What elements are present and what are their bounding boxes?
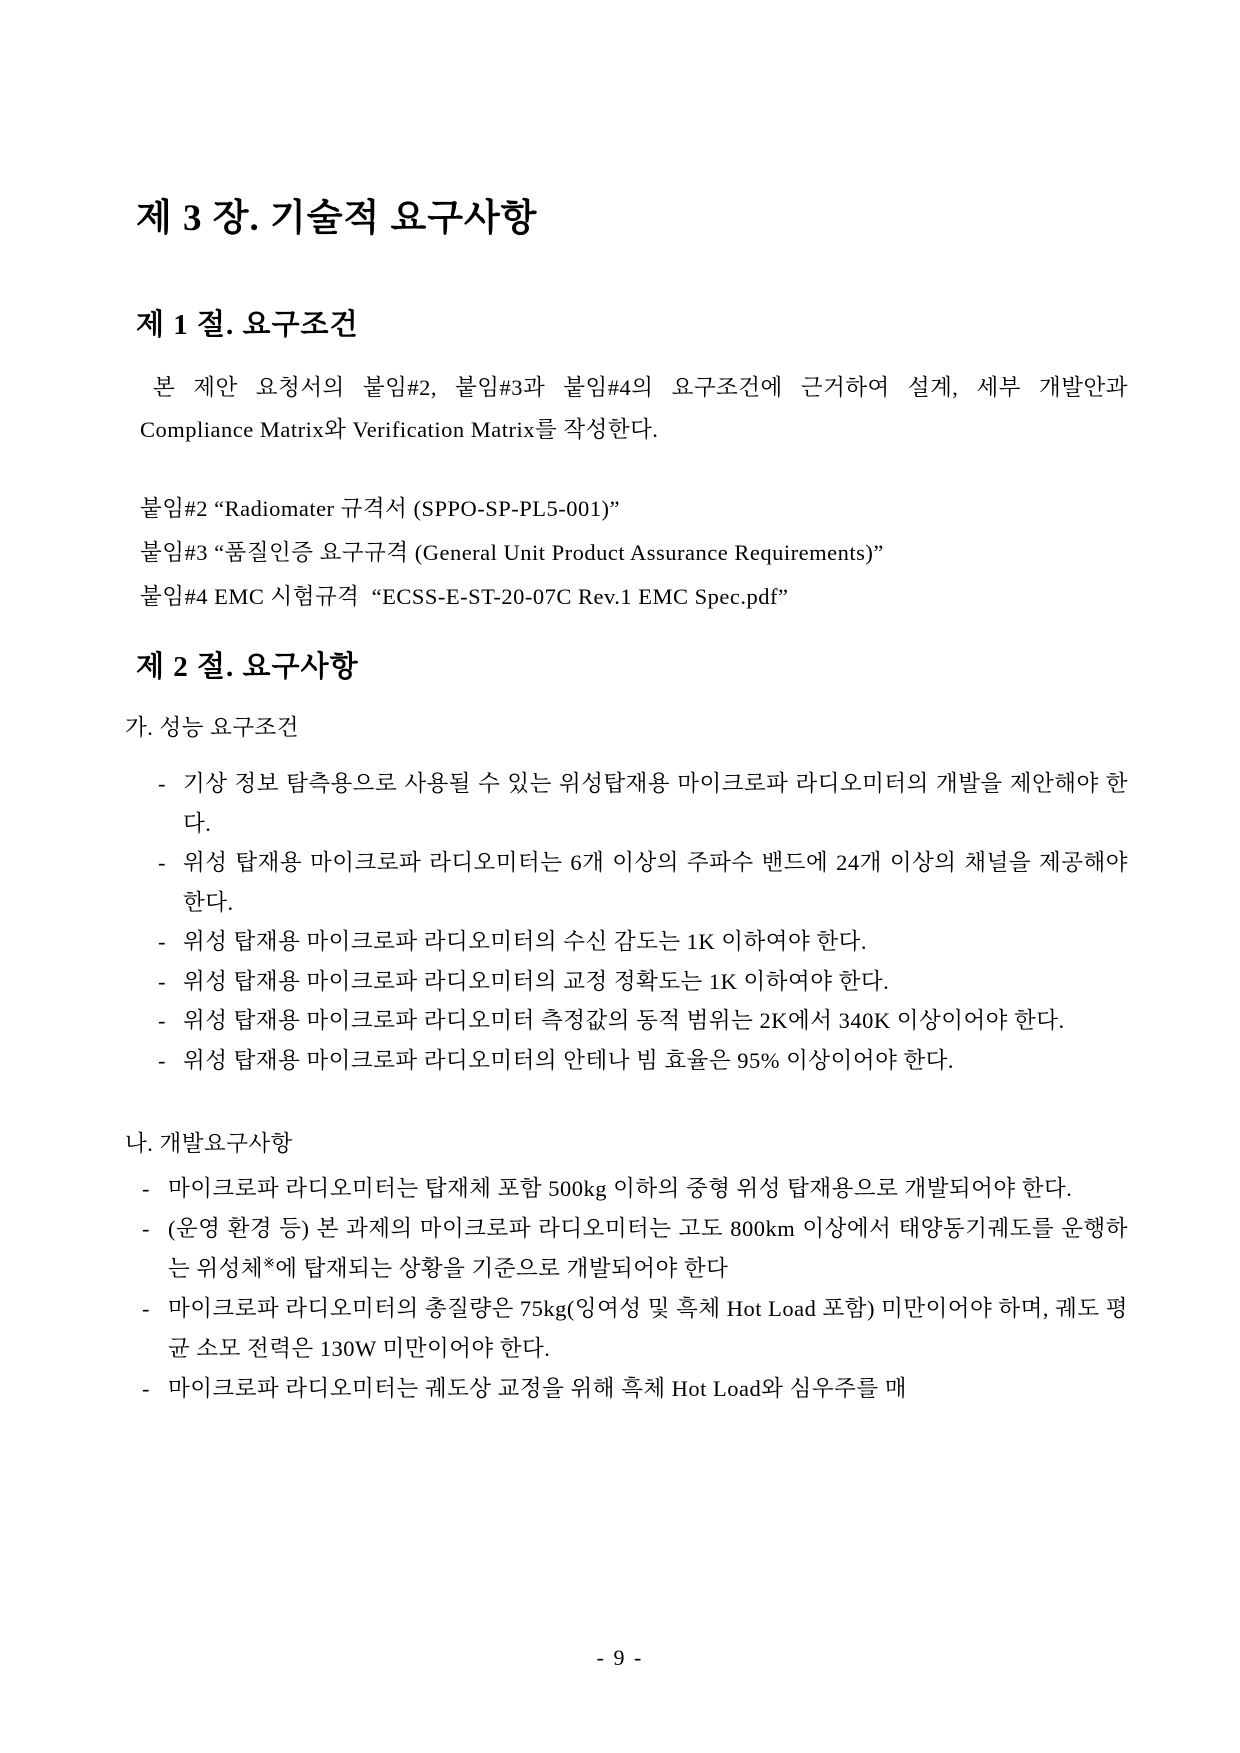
- bullet-marker: -: [158, 929, 166, 954]
- section-2-heading: 제 2 절. 요구사항: [136, 651, 359, 683]
- bullet-marker: -: [142, 1216, 150, 1241]
- requirement-text: 위성 탑재용 마이크로파 라디오미터의 수신 감도는 1K 이하여야 한다.: [183, 929, 867, 954]
- requirement-item: [142, 1289, 1128, 1369]
- requirement-text: 마이크로파 라디오미터는 탑재체 포함 500kg 이하의 중형 위성 탑재용으로 개발되어야 한다.: [168, 1176, 1073, 1201]
- subsection-na-label: 나. 개발요구사항: [125, 1131, 293, 1156]
- bullet-marker: -: [158, 968, 166, 994]
- requirement-item: [158, 764, 1128, 843]
- attachment-list: [0, 487, 1240, 619]
- attachment-line-4: 붙임#4 EMC 시험규격 “ECSS-E-ST-20-07C Rev.1 EMC Spec.pdf”: [140, 584, 789, 609]
- requirement-item: [158, 922, 1128, 962]
- requirement-text: 위성 탑재용 마이크로파 라디오미터의 교정 정확도는 1K 이하여야 한다.: [183, 968, 890, 994]
- chapter-title: 제 3 장. 기술적 요구사항: [136, 198, 538, 239]
- requirement-text: 위성 탑재용 마이크로파 라디오미터의 안테나 빔 효율은 95% 이상이어야 한다.: [183, 1047, 955, 1073]
- requirement-item: [142, 1369, 1128, 1409]
- bullet-marker: -: [158, 850, 166, 875]
- bullet-marker: -: [142, 1376, 150, 1401]
- requirement-text: (운영 환경 등) 본 과제의 마이크로파 라디오미터는 고도 800km 이상에서 태양동기궤도를 운행하는 위성체※에 탑재되는 상황을 기준으로 개발되어야 한다: [168, 1216, 1128, 1281]
- requirement-item: [158, 1041, 1128, 1081]
- bullet-marker: -: [158, 1008, 166, 1033]
- requirement-item: [158, 962, 1128, 1002]
- bullet-marker: -: [158, 1047, 166, 1073]
- requirement-item: [158, 1001, 1128, 1041]
- development-requirements-list: [142, 1169, 1128, 1409]
- performance-requirements-list: [158, 764, 1128, 1080]
- page-number: - 9 -: [596, 1645, 644, 1670]
- attachment-line-3: 붙임#3 “품질인증 요구규격 (General Unit Product Assurance Requirements)”: [140, 540, 884, 565]
- requirement-item: [142, 1209, 1128, 1289]
- bullet-marker: -: [142, 1176, 150, 1201]
- requirement-item: [158, 843, 1128, 922]
- requirement-text: 마이크로파 라디오미터는 궤도상 교정을 위해 흑체 Hot Load와 심우주를 매: [168, 1376, 907, 1401]
- requirement-text: 위성 탑재용 마이크로파 라디오미터는 6개 이상의 주파수 밴드에 24개 이상의 채널을 제공해야 한다.: [183, 850, 1128, 915]
- attachment-line-2: 붙임#2 “Radiomater 규격서 (SPPO-SP-PL5-001)”: [140, 496, 621, 521]
- section-1-paragraph: 본 제안 요청서의 붙임#2, 붙임#3과 붙임#4의 요구조건에 근거하여 설계, 세부 개발안과 Compliance Matrix와 Verification Matrix를 작성한다.: [140, 375, 1128, 442]
- bullet-marker: -: [158, 771, 166, 796]
- bullet-marker: -: [142, 1296, 150, 1321]
- section-1-heading: 제 1 절. 요구조건: [136, 309, 359, 341]
- requirement-text: 마이크로파 라디오미터의 총질량은 75kg(잉여성 및 흑체 Hot Load 포함) 미만이어야 하며, 궤도 평균 소모 전력은 130W 미만이어야 한다.: [168, 1296, 1128, 1361]
- requirement-item: [142, 1169, 1128, 1209]
- subsection-ga-label: 가. 성능 요구조건: [125, 715, 300, 740]
- requirement-text: 기상 정보 탐측용으로 사용될 수 있는 위성탑재용 마이크로파 라디오미터의 개발을 제안해야 한다.: [183, 771, 1128, 836]
- requirement-text: 위성 탑재용 마이크로파 라디오미터 측정값의 동적 범위는 2K에서 340K 이상이어야 한다.: [183, 1008, 1065, 1033]
